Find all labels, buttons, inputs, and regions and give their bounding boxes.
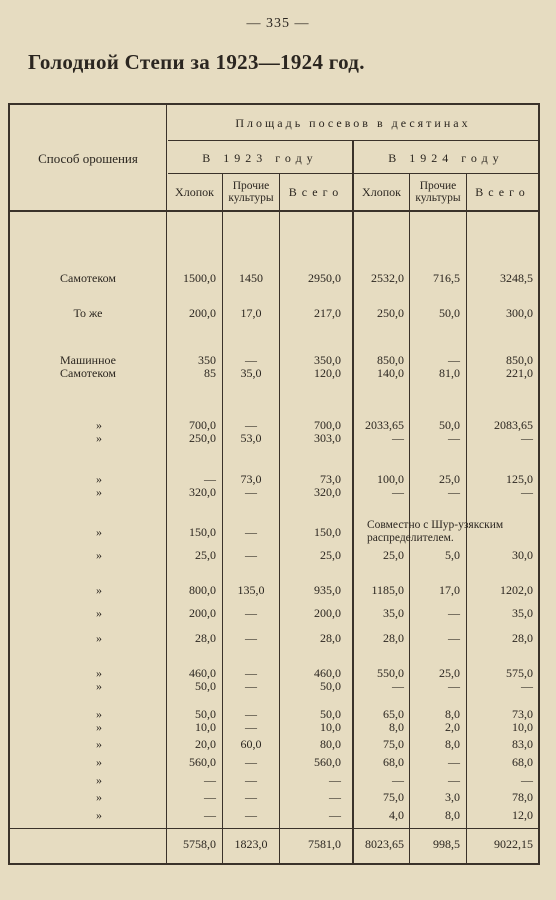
- table-cell: —: [521, 431, 533, 445]
- row-label: »: [96, 606, 102, 620]
- table-cell: 8,0: [445, 737, 460, 751]
- table-cell: 25,0: [439, 472, 460, 486]
- table-cell: 10,0: [512, 720, 533, 734]
- total-cell: 8023,65: [365, 837, 404, 851]
- table-cell: —: [392, 431, 404, 445]
- table-cell: 2,0: [445, 720, 460, 734]
- table-cell: 75,0: [383, 790, 404, 804]
- table-cell: 1500,0: [183, 271, 216, 285]
- row-label: Самотеком: [60, 271, 116, 285]
- table-cell: 2033,65: [365, 418, 404, 432]
- table-cell: 125,0: [506, 472, 533, 486]
- table-cell: —: [448, 773, 460, 787]
- table-cell: —: [521, 773, 533, 787]
- table-cell: —: [245, 485, 257, 499]
- table-cell: 4,0: [389, 808, 404, 822]
- table-cell: 25,0: [195, 548, 216, 562]
- table-cell: —: [329, 808, 341, 822]
- table-cell: 575,0: [506, 666, 533, 680]
- table-cell: 35,0: [512, 606, 533, 620]
- table-cell: 850,0: [377, 353, 404, 367]
- table-cell: —: [245, 606, 257, 620]
- table-cell: 81,0: [439, 366, 460, 380]
- table-cell: 303,0: [314, 431, 341, 445]
- row-label: »: [96, 707, 102, 721]
- table-cell: 200,0: [189, 606, 216, 620]
- rule-header-bottom: [10, 210, 538, 212]
- table-cell: 28,0: [383, 631, 404, 645]
- table-cell: 12,0: [512, 808, 533, 822]
- table-cell: 35,0: [383, 606, 404, 620]
- table-cell: 800,0: [189, 583, 216, 597]
- table-cell: 78,0: [512, 790, 533, 804]
- table-cell: 935,0: [314, 583, 341, 597]
- table-cell: —: [245, 773, 257, 787]
- row-label: То же: [73, 306, 103, 320]
- row-label: »: [96, 790, 102, 804]
- table-cell: 50,0: [439, 418, 460, 432]
- row-label: »: [96, 720, 102, 734]
- table-cell: —: [392, 773, 404, 787]
- table-cell: 8,0: [445, 808, 460, 822]
- table-cell: —: [204, 773, 216, 787]
- table-cell: 217,0: [314, 306, 341, 320]
- row-label: »: [96, 666, 102, 680]
- row-label: Машинное: [60, 353, 116, 367]
- table-cell: 8,0: [389, 720, 404, 734]
- total-cell: 5758,0: [183, 837, 216, 851]
- table-cell: —: [448, 606, 460, 620]
- table-cell: —: [245, 525, 257, 539]
- row-label: »: [96, 631, 102, 645]
- header-total-1923: Всего: [288, 185, 344, 199]
- table-cell: —: [329, 773, 341, 787]
- table-cell: 560,0: [314, 755, 341, 769]
- row-label: »: [96, 525, 102, 539]
- table-cell: —: [245, 666, 257, 680]
- table-cell: 10,0: [195, 720, 216, 734]
- table-cell: 50,0: [320, 707, 341, 721]
- header-method: Способ орошения: [38, 151, 138, 166]
- table-cell: 28,0: [320, 631, 341, 645]
- table-cell: 1185,0: [371, 583, 404, 597]
- table-cell: —: [245, 808, 257, 822]
- table-cell: 700,0: [189, 418, 216, 432]
- table-cell: 560,0: [189, 755, 216, 769]
- table-cell: 350: [198, 353, 216, 367]
- row-label: Самотеком: [60, 366, 116, 380]
- row-note: Совместно с Шур-узякским распределителем.: [367, 519, 504, 544]
- total-cell: 1823,0: [234, 837, 268, 851]
- table-cell: —: [245, 418, 257, 432]
- table-cell: 5,0: [445, 548, 460, 562]
- table-cell: 25,0: [439, 666, 460, 680]
- table-cell: 35,0: [240, 366, 262, 380]
- table-cell: 10,0: [320, 720, 341, 734]
- table-cell: 320,0: [189, 485, 216, 499]
- table-cell: 25,0: [383, 548, 404, 562]
- table-cell: —: [245, 720, 257, 734]
- table-cell: —: [245, 755, 257, 769]
- table-cell: 700,0: [314, 418, 341, 432]
- table-cell: 3248,5: [500, 271, 533, 285]
- table-cell: 73,0: [240, 472, 262, 486]
- table-cell: 350,0: [314, 353, 341, 367]
- total-cell: 9022,15: [494, 837, 533, 851]
- table-cell: 550,0: [377, 666, 404, 680]
- table-cell: 460,0: [189, 666, 216, 680]
- table-cell: 85: [204, 366, 216, 380]
- rule-totals: [10, 828, 538, 829]
- table-cell: 28,0: [512, 631, 533, 645]
- row-label: »: [96, 472, 102, 486]
- table-cell: —: [245, 707, 257, 721]
- table-cell: —: [521, 679, 533, 693]
- table-cell: 1202,0: [500, 583, 533, 597]
- header-other-1924: Прочие культуры: [415, 180, 461, 204]
- table-cell: 120,0: [314, 366, 341, 380]
- header-other-1923: Прочие культуры: [228, 180, 274, 204]
- table-cell: 53,0: [240, 431, 262, 445]
- table-cell: —: [521, 485, 533, 499]
- table-cell: 460,0: [314, 666, 341, 680]
- row-label: »: [96, 431, 102, 445]
- table-cell: 2532,0: [371, 271, 404, 285]
- header-cotton-1924: Хлопок: [362, 185, 401, 199]
- table-cell: 135,0: [237, 583, 265, 597]
- table-cell: —: [329, 790, 341, 804]
- table-cell: 221,0: [506, 366, 533, 380]
- table-cell: 68,0: [512, 755, 533, 769]
- row-label: »: [96, 583, 102, 597]
- table-cell: 25,0: [320, 548, 341, 562]
- table-cell: 75,0: [383, 737, 404, 751]
- table-cell: —: [448, 631, 460, 645]
- table-cell: 8,0: [445, 707, 460, 721]
- header-total-1924: Всего: [475, 185, 530, 199]
- table-cell: —: [204, 808, 216, 822]
- row-label: »: [96, 755, 102, 769]
- row-label: »: [96, 548, 102, 562]
- table-cell: 50,0: [195, 679, 216, 693]
- table-cell: 73,0: [320, 472, 341, 486]
- table-cell: —: [204, 472, 216, 486]
- table-cell: 30,0: [512, 548, 533, 562]
- table-cell: 300,0: [506, 306, 533, 320]
- row-label: »: [96, 485, 102, 499]
- table-cell: —: [448, 755, 460, 769]
- table-cell: —: [448, 679, 460, 693]
- table-cell: —: [448, 485, 460, 499]
- table-cell: 3,0: [445, 790, 460, 804]
- header-area: Площадь посевов в десятинах: [235, 116, 471, 130]
- table-cell: 850,0: [506, 353, 533, 367]
- table-cell: 200,0: [189, 306, 216, 320]
- row-label: »: [96, 808, 102, 822]
- header-1924: В 1924 году: [388, 151, 504, 165]
- table-cell: 68,0: [383, 755, 404, 769]
- table-cell: 140,0: [377, 366, 404, 380]
- row-label: »: [96, 773, 102, 787]
- total-cell: 998,5: [433, 837, 460, 851]
- table-cell: 2083,65: [494, 418, 533, 432]
- table-cell: —: [245, 631, 257, 645]
- table-cell: 250,0: [189, 431, 216, 445]
- table-cell: 150,0: [189, 525, 216, 539]
- table-cell: —: [392, 679, 404, 693]
- table-cell: 60,0: [240, 737, 262, 751]
- table-cell: 2950,0: [308, 271, 341, 285]
- row-label: »: [96, 679, 102, 693]
- table-cell: 28,0: [195, 631, 216, 645]
- table-cell: —: [448, 353, 460, 367]
- table-cell: —: [448, 431, 460, 445]
- table-cell: 100,0: [377, 472, 404, 486]
- table-cell: 65,0: [383, 707, 404, 721]
- table-cell: 1450: [239, 271, 263, 285]
- header-1923: В 1923 году: [202, 151, 318, 165]
- table-cell: —: [245, 790, 257, 804]
- table-cell: 200,0: [314, 606, 341, 620]
- total-cell: 7581,0: [308, 837, 341, 851]
- table-cell: 150,0: [314, 525, 341, 539]
- table-cell: —: [204, 790, 216, 804]
- table-cell: —: [245, 548, 257, 562]
- table-cell: 50,0: [195, 707, 216, 721]
- table-cell: 80,0: [320, 737, 341, 751]
- table-cell: 716,5: [433, 271, 460, 285]
- table-cell: —: [392, 485, 404, 499]
- page-heading: Голодной Степи за 1923—1924 год.: [28, 50, 365, 74]
- table-cell: 83,0: [512, 737, 533, 751]
- table-cell: 250,0: [377, 306, 404, 320]
- page-number: — 335 —: [246, 16, 310, 31]
- table-cell: —: [245, 353, 257, 367]
- table-cell: 320,0: [314, 485, 341, 499]
- table-cell: 17,0: [240, 306, 262, 320]
- header-cotton-1923: Хлопок: [175, 185, 214, 199]
- table-cell: 20,0: [195, 737, 216, 751]
- row-label: »: [96, 737, 102, 751]
- table-cell: —: [245, 679, 257, 693]
- row-label: »: [96, 418, 102, 432]
- table-cell: 50,0: [320, 679, 341, 693]
- table-cell: 73,0: [512, 707, 533, 721]
- table-cell: 50,0: [439, 306, 460, 320]
- table-cell: 17,0: [439, 583, 460, 597]
